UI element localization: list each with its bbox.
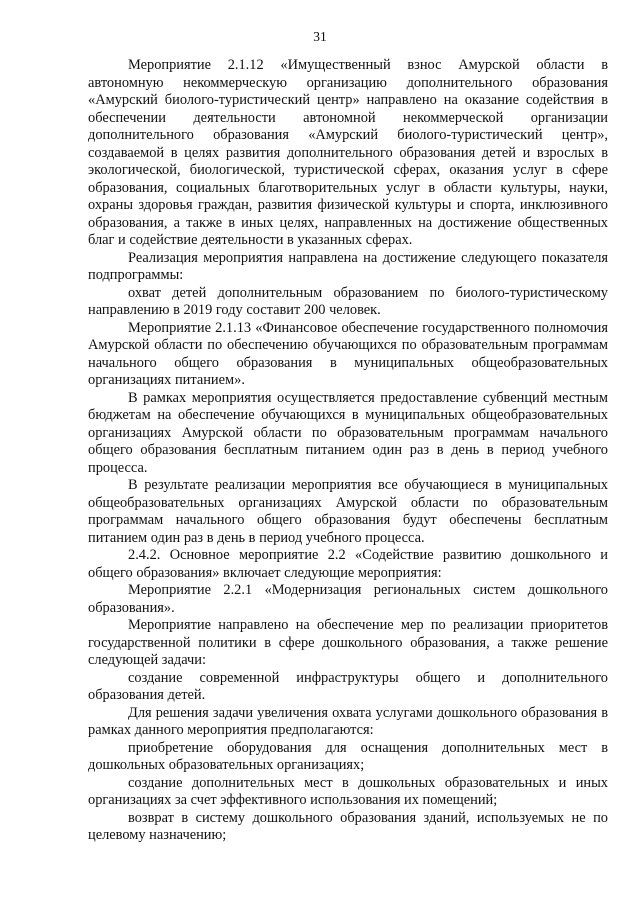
paragraph: Для решения задачи увеличения охвата услугами дошкольного образования в рамках данного мероприятия предполагаются:	[88, 704, 608, 738]
paragraph: создание дополнительных мест в дошкольных образовательных и иных организациях за счет эффективного использования их помещений;	[88, 774, 608, 808]
paragraph: В результате реализации мероприятия все обучающиеся в муниципальных общеобразовательных организациях Амурской области по образовательным программам начального общего образования будут обеспечены бесплатным питанием один раз в день в период учебного процесса.	[88, 477, 608, 546]
paragraph: Реализация мероприятия направлена на достижение следующего показателя подпрограммы:	[88, 249, 608, 283]
paragraph: Мероприятие 2.1.12 «Имущественный взнос Амурской области в автономную некоммерческую организацию дополнительного образования «Амурский биолого-туристический центр» направлено на оказание содействия в обеспечении деятельности автономной некоммерческой организации дополнительного образования «Амурский биолого-туристический центр», создаваемой в целях развития дополнительного образования детей и взрослых в экологической, биологической, туристической сферах, оказания услуг в сфере образования, социальных благотворительных услуг в области культуры, науки, охраны здоровья граждан, развития физической культуры и спорта, инклюзивного образования, а также в иных целях, направленных на достижение общественных благ и содействие деятельности в указанных сферах.	[88, 57, 608, 248]
paragraph: В рамках мероприятия осуществляется предоставление субвенций местным бюджетам на обеспечение обучающихся в муниципальных общеобразовательных организациях Амурской области по образовательным программам начального общего образования бесплатным питанием один раз в день в период учебного процесса.	[88, 389, 608, 476]
paragraph: Мероприятие направлено на обеспечение мер по реализации приоритетов государственной политики в сфере дошкольного образования, а также решение следующей задачи:	[88, 617, 608, 668]
page-number: 31	[313, 29, 327, 44]
paragraph: 2.4.2. Основное мероприятие 2.2 «Содействие развитию дошкольного и общего образования» включает следующие мероприятия:	[88, 547, 608, 581]
paragraph: возврат в систему дошкольного образования зданий, используемых не по целевому назначению;	[88, 809, 608, 843]
paragraph: создание современной инфраструктуры общего и дополнительного образования детей.	[88, 669, 608, 703]
paragraph: Мероприятие 2.2.1 «Модернизация региональных систем дошкольного образования».	[88, 582, 608, 616]
paragraph: охват детей дополнительным образованием по биолого-туристическому направлению в 2019 году составит 200 человек.	[88, 284, 608, 318]
document-body	[88, 57, 608, 845]
paragraph: приобретение оборудования для оснащения дополнительных мест в дошкольных образовательных организациях;	[88, 739, 608, 773]
paragraph: Мероприятие 2.1.13 «Финансовое обеспечение государственного полномочия Амурской области по обеспечению обучающихся по образовательным программам начального общего образования в муниципальных общеобразовательных организациях питанием».	[88, 319, 608, 388]
